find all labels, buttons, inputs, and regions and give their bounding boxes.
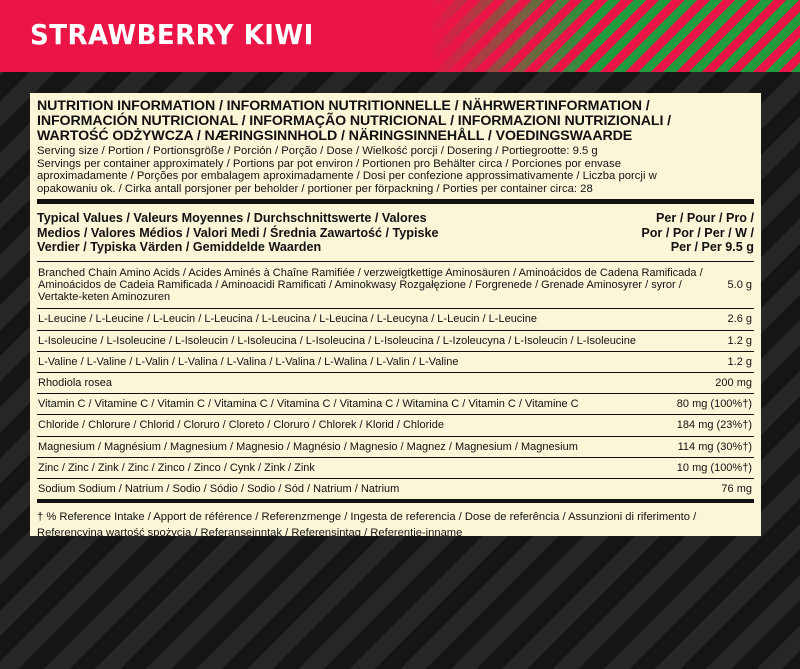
flavor-banner: [0, 0, 800, 72]
table-row: [37, 331, 754, 352]
header-line: Medios / Valores Médios / Valori Medi / Średnia Zawartość / Typiske: [37, 225, 439, 240]
banner-stripes: [430, 0, 800, 72]
table-row: [37, 415, 754, 436]
table-row: [37, 458, 754, 479]
serving-line: Serving size / Portion / Portionsgröße / Porción / Porção / Dose / Wielkość porcji / Dosering / Portiegrootte: 9.5 g: [37, 145, 598, 157]
header-line: Typical Values / Valeurs Moyennes / Durchschnittswerte / Valores: [37, 211, 427, 225]
nutrient-name: Magnesium / Magnésium / Magnesium / Magnesio / Magnésio / Magnesio / Magnez / Magnesium / Magnesium: [38, 440, 578, 453]
nutrient-name: Rhodiola rosea: [38, 377, 112, 389]
nutrient-value: 1.2 g: [727, 355, 752, 368]
nutrient-name: Zinc / Zinc / Zink / Zinc / Zinco / Zinco / Cynk / Zink / Zink: [38, 461, 315, 474]
table-row: [37, 373, 754, 394]
nutrition-heading: [37, 99, 754, 144]
heading-line: NUTRITION INFORMATION / INFORMATION NUTRITIONNELLE / NÄHRWERTINFORMATION /: [37, 98, 650, 114]
heading-line: INFORMACIÓN NUTRICIONAL / INFORMAÇÃO NUTRICIONAL / INFORMAZIONI NUTRIZIONALI /: [37, 113, 672, 129]
nutrient-name: L-Valine / L-Valine / L-Valin / L-Valina / L-Valina / L-Valina / L-Walina / L-Valin / L-Valine: [38, 355, 459, 368]
nutrient-name: Branched Chain Amino Acids / Acides Aminés à Chaîne Ramifiée / verzweigtkettige Aminosäuren / Aminoácidos de Cadena Ramificada / Aminoácidos de Cadeia Ramificada / Aminoacidi Ramificati / Aminokwasy Rozgałęzione / Forgrenede / Grenade Aminosyrer / syror / Vertakte-keten Aminozuren: [38, 266, 703, 304]
footnote-line: † % Reference Intake / Apport de référence / Referenzmenge / Ingesta de referencia / Dose de referência / Assunzioni di riferimento /: [37, 511, 697, 524]
nutrient-value: 10 mg (100%†): [676, 461, 752, 474]
flavor-title: STRAWBERRY KIWI: [30, 18, 314, 51]
nutrient-name: Vitamin C / Vitamine C / Vitamin C / Vitamina C / Vitamina C / Vitamina C / Witamina C / Vitamin C / Vitamine C: [38, 398, 579, 411]
nutrient-value: 5.0 g: [727, 278, 752, 291]
footnote-line: Referencyjna wartość spożycia / Referanseinntak / Referensintag / Referentie-inname: [37, 527, 463, 540]
heading-line: WARTOŚĆ ODŻYWCZA / NÆRINGSINNHOLD / NÄRINGSINNEHÅLL / VOEDINGSWAARDE: [37, 128, 633, 144]
nutrient-value: 76 mg: [721, 483, 752, 496]
table-row: [37, 352, 754, 373]
table-row: [37, 394, 754, 415]
nutrient-value: 200 mg: [715, 377, 752, 389]
serving-line: Servings per container approximately / Portions par pot environ / Portionen pro Behälter circa / Porciones por envase: [37, 157, 621, 170]
nutrient-value: 1.2 g: [727, 334, 752, 347]
table-row: [37, 437, 754, 458]
table-row: [37, 479, 754, 500]
nutrient-value: 80 mg (100%†): [676, 398, 752, 411]
typical-values-header: [37, 211, 527, 255]
table-header: [37, 204, 754, 262]
reference-intake-footnote: [37, 499, 754, 541]
serving-line: aproximadamente / Porções por embalagem aproximadamente / Dosi per confezione approssimativamente / Liczba porcji w: [37, 170, 657, 182]
serving-info: [37, 145, 754, 195]
table-row: [37, 262, 754, 310]
per-serving-header: [614, 211, 754, 255]
nutrient-value: 114 mg (30%†): [677, 440, 752, 453]
nutrient-name: Sodium Sodium / Natrium / Sodio / Sódio / Sodio / Sód / Natrium / Natrium: [38, 483, 400, 496]
table-row: [37, 309, 754, 330]
header-line: Per / Per 9.5 g: [670, 240, 754, 255]
header-line: Per / Pour / Pro /: [656, 211, 754, 225]
serving-line: opakowaniu ok. / Cirka antall porsjoner per beholder / portioner per förpackning / Porties per container circa: 28: [37, 182, 593, 195]
nutrient-name: L-Leucine / L-Leucine / L-Leucin / L-Leucina / L-Leucina / L-Leucina / L-Leucyna / L-Leucin / L-Leucine: [38, 313, 537, 326]
nutrient-value: 184 mg (23%†): [676, 419, 752, 432]
header-line: Verdier / Typiska Värden / Gemiddelde Waarden: [37, 240, 322, 255]
nutrition-panel: [30, 93, 761, 540]
nutrient-name: L-Isoleucine / L-Isoleucine / L-Isoleucin / L-Isoleucina / L-Isoleucina / L-Isoleucina / L-Izoleucyna / L-Isoleucin / L-Isoleucine: [38, 334, 636, 347]
nutrient-value: 2.6 g: [727, 313, 752, 326]
header-line: Por / Por / Per / W /: [641, 225, 754, 240]
nutrient-name: Chloride / Chlorure / Chlorid / Cloruro / Cloreto / Cloruro / Chlorek / Klorid / Chloride: [38, 419, 444, 432]
